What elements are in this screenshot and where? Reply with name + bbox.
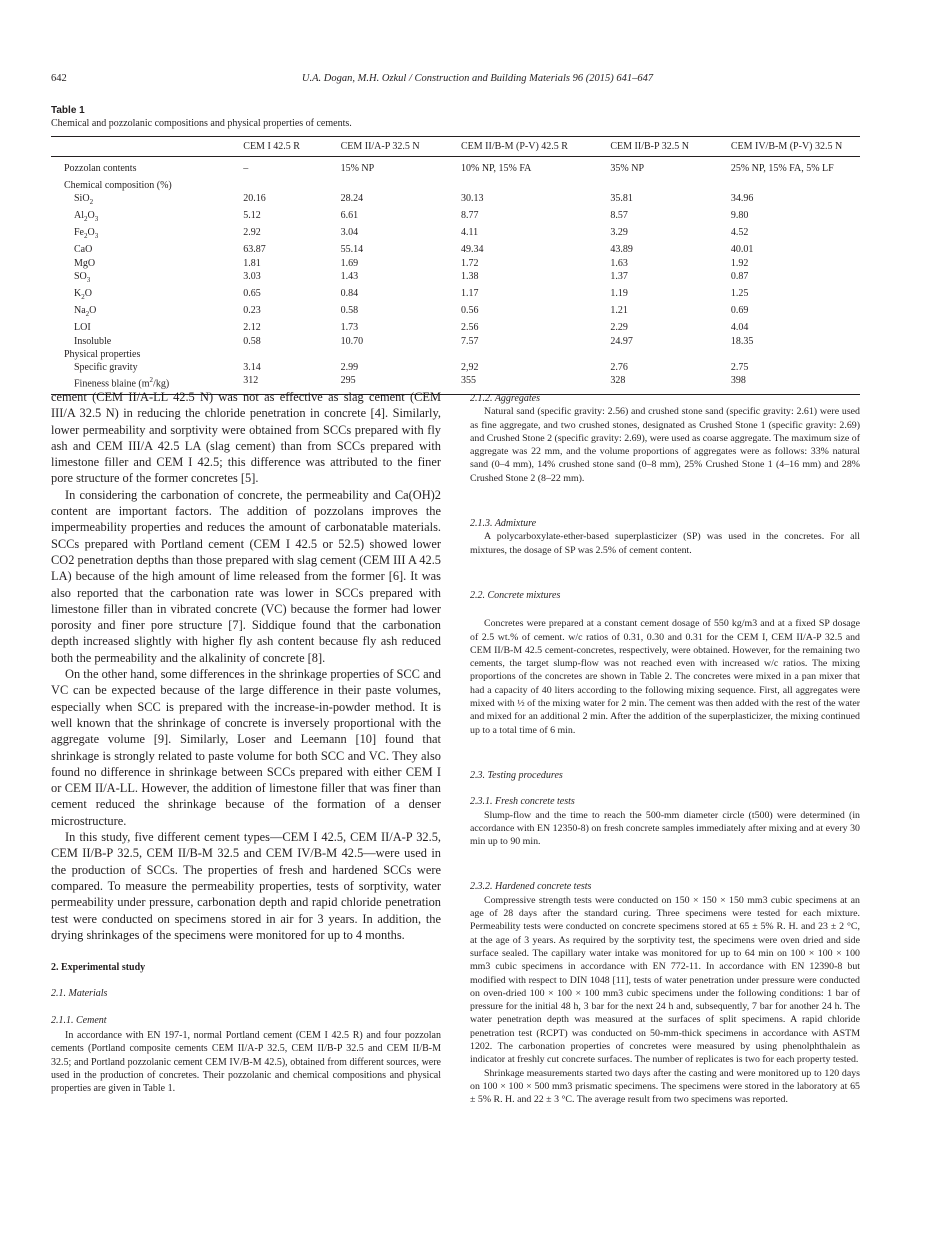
table-cell: 2.12 (243, 322, 261, 334)
table-cell: 4.52 (730, 227, 749, 239)
table-cell: 1.25 (730, 287, 749, 299)
table-cell: 0.58 (243, 335, 261, 347)
subsubsection-heading: 2.1.2. Aggregates (470, 393, 540, 404)
table-row (51, 157, 860, 179)
table-row (51, 321, 860, 334)
table-row (51, 257, 860, 270)
left-text-column (51, 389, 441, 1095)
row-label: $Fe_2O_3$ (74, 227, 99, 241)
table-cell: 1.81 (243, 257, 261, 269)
paragraph: On the other hand, some differences in the shrinkage properties of SCC and VC can be expected because of the large difference in their paste volumes, especially when SCC is prepared with the increase-in-powder method. It is well known that the shrinkage of concrete is inversely proportional with the aggregate volume [9]. Similarly, Loser and Leemann [10] found that shrinkage is strongly related to paste volume for both SCC and VC. They also found no difference in shrinkage between SCCs prepared with either CEM I or CEM II/A-LL. However, the addition of limestone filler that was finer than cement reduced the shrinkage because of the formation of a denser microstructure. (51, 667, 441, 828)
table-header-row (51, 137, 860, 157)
table-cell: 295 (341, 374, 461, 394)
row-label: SiO$_2$ (74, 192, 94, 206)
table-cell: 63.87 (243, 244, 266, 256)
table-row (51, 287, 860, 304)
table-cell: 8.57 (610, 209, 628, 221)
paragraph: Slump-flow and the time to reach the 500-mm diameter circle (t500) were determined (in accordance with EN 12350-8) on fresh concrete samples immediately after mixing and at every 30 min up to 90 min. (470, 809, 860, 848)
subsubsection-heading: 2.3.1. Fresh concrete tests (470, 796, 575, 808)
row-label: Pozzolan contents (64, 163, 137, 174)
column-header: CEM II/B-P 32.5 N (610, 137, 730, 157)
table-cell: 2.99 (340, 361, 359, 373)
row-label: $SO_3$ (74, 270, 91, 284)
subsubsection-heading: 2.1.1. Cement (51, 1014, 107, 1026)
table-cell: 1.17 (461, 287, 479, 299)
table-cell: 8.77 (461, 209, 479, 221)
table-cell: 355 (461, 374, 610, 394)
column-header: CEM II/B-M (P-V) 42.5 R (461, 137, 610, 157)
table-cell: 1.69 (340, 257, 359, 269)
subsection-heading: 2.1. Materials (51, 988, 108, 1000)
paragraph: In this study, five different cement types—CEM I 42.5, CEM II/A-P 32.5, CEM II/B-P 32.5, CEM II/B-M 32.5 and CEM IV/B-M 42.5—were used in the production of SCCs. The properties of fresh and hardened SCCs were compared. To measure the permeability properties, tests of sorptivity, water permeability under pressure, carbonation depth and rapid chloride penetration test were conducted on specimens stored in air for 3 years. In addition, the drying shrinkages of the specimens were monitored for up to 4 months. (51, 830, 441, 942)
table-cell: 4.04 (730, 322, 749, 334)
table-cell: 35.81 (610, 192, 633, 204)
table-cell: 2.75 (730, 361, 749, 373)
table-cell: 3.14 (243, 361, 261, 373)
table-cell: 3.29 (610, 227, 628, 239)
paragraph: Natural sand (specific gravity: 2.56) and crushed stone sand (specific gravity: 2.61) were used as fine aggregate, and two crushed stones, designated as Crushed Stone 1 (specific gravity: 2.69) and Crushed Stone 2 (specific gravity: 2.69), were used as coarse aggregate. The maximum size of aggregate was 22 mm, and the volume proportions of aggregates were as follows: 33% natural sand (0–4 mm), 14% crushed stone sand (0–8 mm), 25% Crushed Stone 1 (4–16 mm) and 28% Crushed Stone 2 (8–22 mm). (470, 406, 860, 484)
table-cell: 20.16 (243, 192, 266, 204)
row-label: $Na_2O$ (74, 305, 97, 319)
paragraph: A polycarboxylate-ether-based superplasticizer (SP) was used in the concretes. For all mixtures, the dosage of SP was 2.5% of cement content. (470, 531, 860, 556)
page-number: 642 (51, 73, 67, 84)
table-cell: 1.72 (461, 257, 479, 269)
paragraph: cement (CEM II/A-LL 42.5 N) was not as effective as slag cement (CEM III/A 32.5 N) in reducing the chloride penetration in concrete [4]. Similarly, lower permeability and sorptivity were obtained from SCCs prepared with fly ash and CEM III/A 42.5 LA (slag cement) than from SCCs prepared with limestone filler and CEM I 42.5; this difference was attributed to the finer pore structure of the former concretes [5]. (51, 390, 441, 486)
subsubsection-heading: 2.1.3. Admixture (470, 518, 537, 530)
column-header (51, 137, 243, 157)
table-caption-block (51, 104, 352, 130)
table-cell: – (243, 163, 249, 174)
paragraph: Compressive strength tests were conducted on 150 × 150 × 150 mm3 cubic specimens at an age of 28 days after the standard curing. Three specimens were tested for each mixture. Permeability tests were conducted on concrete specimens stored at 65 ± 5% R. H. and 23 ± 2 °C, at the age of 3 years. As required by the sorptivity test, the specimens were oven dried and side surface sealed. The capillary water intake was monitored for up to 64 min on 100 × 100 × 100 mm3 cubic specimens in accordance with EN 772-11. In accordance with EN 12390-8 but modified with respect to DIN 1048 [11], tests of water penetration under pressure were conducted on oven-dried 100 × 100 × 100 mm3 cubic specimens under the following conditions: 1 bar of pressure for the initial 48 h, 3 bar for the next 24 h and, subsequently, 7 bar for another 24 h. The water penetration depth was measured at the surfaces of split specimens. A rapid chloride penetration test (RCPT) was conducted on 50-mm-thick specimens in accordance with ASTM 1202. The carbonation properties of concretes were measured by using phenolphthalein as indicator at freshly cut concrete surfaces. The number of replicates is two for each property tested. (470, 894, 860, 1066)
table-cell: 0.69 (730, 305, 749, 317)
table-cell: 6.61 (340, 209, 359, 221)
table-cell: 1.37 (610, 270, 628, 282)
subsubsection-heading: 2.3.2. Hardened concrete tests (470, 881, 592, 893)
table-cell: 2.29 (610, 322, 628, 334)
table-cell: 0.58 (340, 305, 359, 317)
table-cell: 312 (243, 374, 340, 394)
table-row (51, 335, 860, 348)
table-cell: 1.92 (730, 257, 749, 269)
table-cell: 43.89 (610, 244, 633, 256)
table-cell: 10.70 (340, 335, 364, 347)
section-heading: 2. Experimental study (51, 962, 146, 974)
table-cell: 24.97 (610, 335, 633, 347)
table-cell: 2.56 (461, 322, 479, 334)
group-label: Chemical composition (%) (64, 179, 172, 191)
column-header: CEM I 42.5 R (243, 137, 340, 157)
cement-properties-table (51, 136, 860, 395)
row-label: LOI (74, 322, 91, 334)
table-cell: 1.63 (610, 257, 628, 269)
table-cell: 5.12 (243, 209, 261, 221)
table-cell: 30.13 (461, 192, 484, 204)
table-cell: 0.65 (243, 287, 261, 299)
running-title: U.A. Dogan, M.H. Ozkul / Construction and Building Materials 96 (2015) 641–647 (301, 73, 654, 84)
table-cell: 328 (610, 374, 730, 394)
table-caption: Chemical and pozzolanic compositions and physical properties of cements. (51, 118, 352, 129)
row-label: CaO (74, 244, 93, 256)
table-cell: 18.35 (730, 335, 754, 347)
table-cell: 1.19 (610, 287, 628, 299)
table-label: Table 1 (51, 105, 85, 116)
table-cell: 398 (731, 374, 860, 394)
table-cell: 10% NP, 15% FA (461, 163, 532, 174)
table-cell: 35% NP (610, 163, 645, 174)
table-cell: 25% NP, 15% FA, 5% LF (730, 163, 834, 174)
table-cell: 0.56 (461, 305, 479, 317)
table-cell: 1.73 (340, 322, 359, 334)
paragraph: Concretes were prepared at a constant cement dosage of 550 kg/m3 and at a fixed SP dosage of 2.5 wt.% of cement. w/c ratios of 0.31, 0.30 and 0.31 for the CEM I, CEM II/A-P 32.5 and CEM II/B-M 42.5 cement-concretes, respectively, were obtained. However, for the remaining two cements, the target slump-flow was not reached even with increased w/c ratios. The mixing proportions of the concretes are shown in Table 2. The concretes were mixed in a pan mixer that had a capacity of 40 liters according to the following mixing sequence. First, all aggregates were mixed with ½ of the mixing water for 2 min. The cement was then added with the rest of the water and mixed for an additional 2 min. After the addition of the superplasticizer, the mixing continued up to a total time of 6 min. (470, 618, 860, 736)
table-group-row (51, 179, 860, 192)
row-label: Fineness blaine $(m^2/kg)$ (51, 374, 243, 394)
table-cell: 0.87 (730, 270, 749, 282)
table-cell: 49.34 (461, 244, 484, 256)
table-row (51, 361, 860, 374)
table-cell: 0.84 (340, 287, 359, 299)
table-row (51, 243, 860, 256)
row-label: $K_2O$ (74, 287, 92, 301)
subsection-heading: 2.2. Concrete mixtures (470, 589, 561, 601)
column-header: CEM IV/B-M (P-V) 32.5 N (731, 137, 860, 157)
row-label: MgO (74, 257, 96, 269)
table-cell: 1.43 (340, 270, 359, 282)
table-cell: 34.96 (730, 192, 754, 204)
table-cell: 55.14 (340, 244, 364, 256)
table-group-row (51, 348, 860, 361)
group-label: Physical properties (64, 348, 141, 360)
table-cell: 3.03 (243, 270, 261, 282)
column-header: CEM II/A-P 32.5 N (341, 137, 461, 157)
table-row (51, 304, 860, 321)
table-cell: 7.57 (461, 335, 479, 347)
table-cell: 28.24 (340, 192, 364, 204)
table-cell: 2.92 (243, 227, 261, 239)
row-label: $Al_2O_3$ (74, 209, 99, 223)
table-cell: 1.38 (461, 270, 479, 282)
table-cell: 15% NP (340, 163, 375, 174)
paragraph: Shrinkage measurements started two days after the casting and were monitored up to 120 days on 100 × 100 × 500 mm3 prismatic specimens. The specimens were stored in the laboratory at 65 ± 5% R. H. and 22 ± 3 °C. The average result from two specimens was reported. (470, 1067, 860, 1106)
table-cell: 9.80 (730, 209, 749, 221)
table-cell: 3.04 (340, 227, 359, 239)
subsection-heading: 2.3. Testing procedures (470, 769, 563, 781)
paragraph: In accordance with EN 197-1, normal Portland cement (CEM I 42.5 R) and four pozzolan cements (Portland composite cements CEM II/A-P 32.5, CEM II/B-P 32.5 and CEM II/B-M 32.5; and Portland pozzolanic cement CEM IV/B-M 42.5), obtained from different sources, were used in the production of concretes. Their pozzolanic and chemical compositions and physical properties are given in Table 1. (51, 1029, 441, 1095)
table-cell: 2,92 (461, 361, 479, 373)
table-row (51, 192, 860, 209)
row-label: Specific gravity (74, 361, 138, 373)
right-text-column (470, 392, 860, 1106)
table-row (51, 226, 860, 243)
table-row (51, 270, 860, 287)
table-cell: 40.01 (730, 244, 754, 256)
table-row (51, 209, 860, 226)
row-label: Insoluble (74, 335, 112, 347)
paragraph: In considering the carbonation of concrete, the permeability and Ca(OH)2 content are important factors. The addition of pozzolans improves the impermeability properties and reduces the amount of carbonatable materials. SCCs prepared with Portland cement (CEM I 42.5 or 52.5) showed lower CO2 penetration depths than those prepared with slag cement (CEM III A 42.5 LA) because of the high amount of lime released from the former [6]. It was also reported that the carbonation rate was lower in SCCs prepared with limestone filler than in vibrated concrete (VC) because the former had lower porosity and finer pore structure [7]. Siddique found that the carbonation depth increased slightly with higher fly ash content because fly ash reduced both the permeability and the alkalinity of concrete [8]. (51, 487, 441, 665)
table-cell: 0.23 (243, 305, 261, 317)
table-cell: 2.76 (610, 361, 628, 373)
table-cell: 1.21 (610, 305, 628, 317)
table-cell: 4.11 (461, 227, 479, 239)
